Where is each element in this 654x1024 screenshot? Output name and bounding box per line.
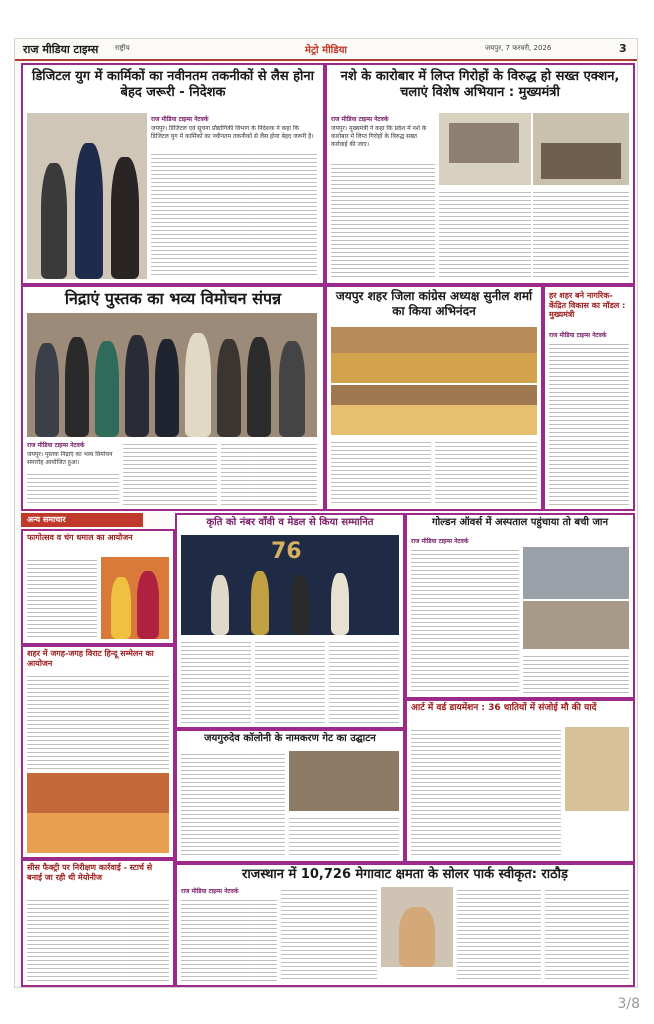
story-book-launch — [21, 285, 325, 511]
story-solar — [175, 863, 635, 987]
photo-figure — [247, 337, 271, 437]
brief-hindu-sammelan-headline: शहर में जगह-जगह विराट हिन्दू सम्मेलन का आयोजन — [27, 649, 154, 668]
story-art — [405, 699, 635, 863]
story-drug-action — [325, 63, 635, 285]
story-golden-hours-photo-1 — [523, 547, 629, 599]
other-news-section: अन्य समाचार — [21, 513, 143, 527]
story-congress-photo-1 — [331, 327, 537, 383]
story-digital-age-photo — [27, 113, 147, 279]
brief-fagotsav — [21, 529, 175, 645]
photo-figure — [41, 163, 67, 279]
story-digital-age — [21, 63, 325, 285]
brief-hindu-sammelan — [21, 645, 175, 859]
story-kriti-body-2 — [255, 639, 325, 723]
date-line: जयपुर, 7 फरवरी, 2026 — [485, 44, 552, 52]
story-colony-gate — [175, 729, 405, 863]
story-digital-age-headline: डिजिटल युग में कार्मिकों का नवीनतम तकनीकों से लैस होना बेहद जरूरी - निदेशक — [31, 69, 315, 101]
photo-figure — [125, 335, 149, 437]
photo-figure — [75, 143, 103, 279]
stage-number: 76 — [271, 539, 302, 564]
page-number: 3 — [619, 42, 627, 55]
story-colony-gate-photo — [289, 751, 399, 811]
brief-hindu-sammelan-body — [27, 673, 169, 769]
story-digital-age-byline: राज मीडिया टाइम्स नेटवर्क — [151, 116, 209, 123]
story-drug-action-photo-1 — [439, 113, 531, 185]
story-congress-body — [331, 439, 431, 505]
story-citizen-model-body — [549, 341, 629, 505]
brief-hindu-sammelan-photo — [27, 773, 169, 853]
story-golden-hours — [405, 513, 635, 699]
story-drug-action-body — [331, 161, 435, 277]
story-solar-headline: राजस्थान में 10,726 मेगावाट क्षमता के सोलर पार्क स्वीकृत: राठौड़ — [242, 867, 568, 882]
story-congress-photo-2 — [331, 385, 537, 435]
crowd — [331, 353, 537, 383]
paper-name: राज मीडिया टाइम्स — [23, 43, 99, 56]
page-indicator: 3/8 — [617, 996, 640, 1012]
story-digital-age-body — [151, 151, 317, 277]
story-golden-hours-body-2 — [523, 653, 629, 693]
meeting-attendees — [541, 143, 621, 179]
story-kriti-body — [181, 639, 251, 723]
photo-figure — [95, 341, 119, 437]
crowd — [27, 813, 169, 853]
story-book-launch-body-2 — [123, 441, 217, 505]
brief-fagotsav-headline: फागोत्सव व चंग धमाल का आयोजन — [27, 533, 133, 542]
story-digital-age-lead: जयपुर। डिजिटल एवं सूचना प्रौद्योगिकी विभाग के निदेशक ने कहा कि डिजिटल युग में कार्मिकों का नवीनतम तकनीकों से लैस होना बेहद जरूरी है। — [151, 125, 314, 141]
story-colony-gate-headline: जयगुरुदेव कॉलोनी के नामकरण गेट का उद्घाटन — [204, 733, 376, 744]
story-art-photo — [565, 727, 629, 811]
story-kriti-body-3 — [329, 639, 399, 723]
photo-figure — [111, 577, 131, 639]
story-solar-photo — [381, 887, 453, 967]
photo-figure — [111, 157, 139, 279]
story-colony-gate-body — [181, 751, 285, 857]
story-drug-action-lead: जयपुर। मुख्यमंत्री ने कहा कि प्रदेश में नशे के कारोबार में लिप्त गिरोहों के विरुद्ध सख्त कार्रवाई की जाए। — [331, 125, 427, 149]
photo-figure — [291, 575, 309, 635]
photo-figure — [279, 341, 305, 437]
section-label: मेट्रो मीडिया — [305, 45, 347, 56]
edition-label: राष्ट्रीय — [115, 44, 130, 52]
newspaper-page — [14, 38, 638, 988]
photo-figure — [251, 571, 269, 635]
brief-fagotsav-body — [27, 557, 97, 639]
story-kriti-photo — [181, 535, 399, 635]
story-drug-action-body-2 — [439, 189, 531, 277]
story-kriti-headline: कृति को नंबर वाँवी व मेडल से किया सम्मानित — [206, 517, 374, 528]
photo-figure — [185, 333, 211, 437]
story-citizen-model-headline: हर शहर बने नागरिक-केंद्रित विकास का मॉडल : मुख्यमंत्री — [549, 291, 626, 320]
story-colony-gate-body-2 — [289, 815, 399, 857]
story-golden-hours-headline: गोल्डन ऑवर्स में अस्पताल पहुंचाया तो बची जान — [431, 517, 609, 528]
story-citizen-model-byline: राज मीडिया टाइम्स नेटवर्क — [549, 332, 607, 339]
meeting-table — [449, 123, 519, 163]
story-art-headline: आर्ट में वर्ड डायमेंशन : 36 धातियों में संजोई मौ की यादें — [411, 703, 597, 713]
photo-figure — [65, 337, 89, 437]
story-golden-hours-body — [411, 547, 519, 693]
story-solar-body-4 — [545, 887, 629, 981]
photo-figure — [211, 575, 229, 635]
story-congress-headline: जयपुर शहर जिला कांग्रेस अध्यक्ष सुनील शर्मा का किया अभिनंदन — [335, 289, 533, 318]
portrait — [399, 907, 435, 967]
story-book-launch-body-3 — [221, 441, 317, 505]
story-solar-body-3 — [457, 887, 541, 981]
brief-mayonnaise — [21, 859, 175, 987]
story-book-launch-photo — [27, 313, 317, 437]
photo-figure — [137, 571, 159, 639]
masthead — [15, 39, 637, 61]
story-book-launch-body — [27, 471, 119, 505]
photo-figure — [155, 339, 179, 437]
brief-fagotsav-photo — [101, 557, 169, 639]
story-golden-hours-byline: राज मीडिया टाइम्स नेटवर्क — [411, 538, 469, 545]
brief-mayonnaise-body — [27, 897, 169, 981]
story-book-launch-byline: राज मीडिया टाइम्स नेटवर्क — [27, 442, 85, 449]
photo-figure — [331, 573, 349, 635]
story-congress — [325, 285, 543, 511]
photo-figure — [35, 343, 59, 437]
story-golden-hours-photo-2 — [523, 601, 629, 649]
story-book-launch-lead: जयपुर। पुस्तक निद्राएं का भव्य विमोचन समारोह आयोजित हुआ। — [27, 451, 113, 467]
story-drug-action-photo-2 — [533, 113, 629, 185]
story-book-launch-headline: निद्राएं पुस्तक का भव्य विमोचन संपन्न — [64, 289, 282, 308]
story-citizen-model — [543, 285, 635, 511]
brief-mayonnaise-headline: सीस फैक्ट्री पर निरीक्षण कार्रवाई - स्टार्च से बनाई जा रही थी मेयोनीज — [27, 863, 153, 882]
crowd — [331, 405, 537, 435]
photo-figure — [217, 339, 241, 437]
story-solar-body-2 — [281, 887, 377, 981]
story-drug-action-body-3 — [533, 189, 629, 277]
story-art-body — [411, 727, 561, 857]
story-solar-byline: राज मीडिया टाइम्स नेटवर्क — [181, 888, 239, 895]
story-congress-body-2 — [435, 439, 537, 505]
story-solar-body — [181, 897, 277, 981]
story-drug-action-byline: राज मीडिया टाइम्स नेटवर्क — [331, 116, 389, 123]
story-drug-action-headline: नशे के कारोबार में लिप्त गिरोहों के विरुद्ध हो सख्त एक्शन, चलाएं विशेष अभियान : मुख्यमंत्री — [340, 69, 620, 101]
story-kriti — [175, 513, 405, 729]
